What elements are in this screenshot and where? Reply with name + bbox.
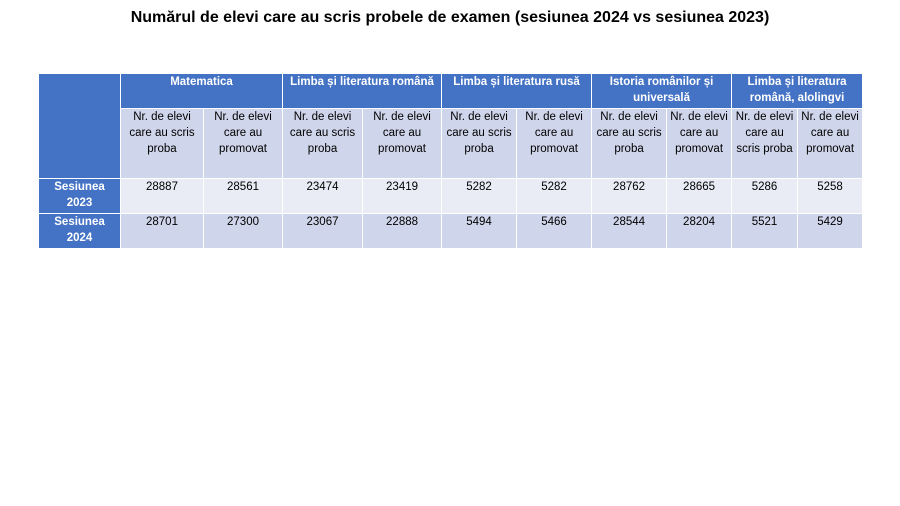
column-header: Nr. de elevi care au scris proba	[732, 109, 798, 179]
subject-header: Matematica	[121, 74, 283, 109]
table-cell: 5282	[517, 179, 592, 214]
subject-header: Istoria românilor și universală	[592, 74, 732, 109]
table-cell: 5429	[798, 214, 863, 249]
page-title: Numărul de elevi care au scris probele de examen (sesiunea 2024 vs sesiunea 2023)	[130, 9, 770, 26]
column-header: Nr. de elevi care au promovat	[363, 109, 442, 179]
exam-results-table	[38, 73, 863, 249]
table-cell: 28561	[204, 179, 283, 214]
table-cell: 22888	[363, 214, 442, 249]
column-header: Nr. de elevi care au scris proba	[121, 109, 204, 179]
column-header: Nr. de elevi care au scris proba	[283, 109, 363, 179]
table-row	[39, 179, 863, 214]
table-cell: 5282	[442, 179, 517, 214]
column-header-row	[39, 109, 863, 179]
table-cell: 28701	[121, 214, 204, 249]
table-cell: 28204	[667, 214, 732, 249]
column-header: Nr. de elevi care au promovat	[798, 109, 863, 179]
table-cell: 5286	[732, 179, 798, 214]
subject-header: Limba și literatura rusă	[442, 74, 592, 109]
corner-cell	[39, 74, 121, 179]
table-cell: 23419	[363, 179, 442, 214]
table-cell: 5521	[732, 214, 798, 249]
table-row	[39, 214, 863, 249]
subject-header-row	[39, 74, 863, 109]
column-header: Nr. de elevi care au scris proba	[592, 109, 667, 179]
table-cell: 23474	[283, 179, 363, 214]
column-header: Nr. de elevi care au promovat	[517, 109, 592, 179]
table-cell: 28665	[667, 179, 732, 214]
subject-header: Limba și literatura română	[283, 74, 442, 109]
table-cell: 5494	[442, 214, 517, 249]
table-cell: 28887	[121, 179, 204, 214]
row-header: Sesiunea 2023	[39, 179, 121, 214]
table-cell: 27300	[204, 214, 283, 249]
table-cell: 5466	[517, 214, 592, 249]
table-cell: 5258	[798, 179, 863, 214]
subject-header: Limba și literatura română, alolingvi	[732, 74, 863, 109]
row-header: Sesiunea 2024	[39, 214, 121, 249]
table-cell: 23067	[283, 214, 363, 249]
table-cell: 28762	[592, 179, 667, 214]
table-cell: 28544	[592, 214, 667, 249]
column-header: Nr. de elevi care au scris proba	[442, 109, 517, 179]
column-header: Nr. de elevi care au promovat	[204, 109, 283, 179]
column-header: Nr. de elevi care au promovat	[667, 109, 732, 179]
